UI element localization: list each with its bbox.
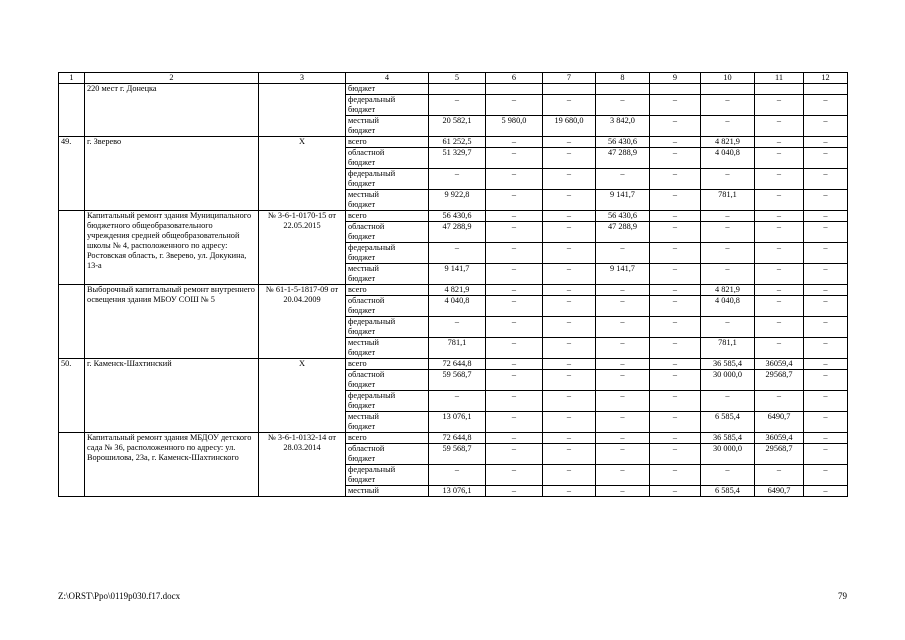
budget-table xyxy=(58,72,848,497)
amount-cell: 47 288,9 xyxy=(429,222,486,243)
amount-cell: 781,1 xyxy=(701,190,755,211)
amount-cell: – xyxy=(486,412,543,433)
amount-cell: – xyxy=(429,317,486,338)
amount-cell: – xyxy=(804,116,848,137)
amount-cell: – xyxy=(486,137,543,148)
amount-cell: – xyxy=(596,243,650,264)
funding-source-cell: всего xyxy=(346,285,429,296)
column-number-cell: 12 xyxy=(804,73,848,84)
amount-cell: – xyxy=(543,486,596,497)
amount-cell: 47 288,9 xyxy=(596,148,650,169)
amount-cell: – xyxy=(486,465,543,486)
amount-cell: – xyxy=(596,95,650,116)
amount-cell: – xyxy=(486,243,543,264)
amount-cell: – xyxy=(543,359,596,370)
amount-cell: – xyxy=(755,169,804,190)
amount-cell: – xyxy=(543,338,596,359)
amount-cell: – xyxy=(486,296,543,317)
amount-cell: – xyxy=(543,211,596,222)
amount-cell: 56 430,6 xyxy=(596,137,650,148)
table-row xyxy=(59,285,848,296)
object-name-cell: Выборочный капитальный ремонт внутреннего освещения здания МБОУ СОШ № 5 xyxy=(85,285,259,359)
amount-cell: – xyxy=(543,222,596,243)
column-number-cell: 10 xyxy=(701,73,755,84)
amount-cell: 6490,7 xyxy=(755,486,804,497)
amount-cell: – xyxy=(650,137,701,148)
amount-cell: – xyxy=(543,433,596,444)
amount-cell: – xyxy=(543,264,596,285)
amount-cell: – xyxy=(596,169,650,190)
amount-cell: – xyxy=(650,338,701,359)
amount-cell: – xyxy=(486,190,543,211)
amount-cell: 6 585,4 xyxy=(701,412,755,433)
funding-source-cell: бюджет xyxy=(346,84,429,95)
amount-cell: – xyxy=(650,190,701,211)
amount-cell: – xyxy=(486,148,543,169)
amount-cell: – xyxy=(543,137,596,148)
amount-cell: 13 076,1 xyxy=(429,486,486,497)
funding-source-cell: областной бюджет xyxy=(346,148,429,169)
amount-cell: – xyxy=(650,317,701,338)
amount-cell: – xyxy=(650,465,701,486)
amount-cell: – xyxy=(596,444,650,465)
funding-source-cell: местный бюджет xyxy=(346,264,429,285)
amount-cell: 72 644,8 xyxy=(429,359,486,370)
row-number-cell: 50. xyxy=(59,359,85,433)
amount-cell: – xyxy=(429,169,486,190)
amount-cell: – xyxy=(596,359,650,370)
amount-cell: – xyxy=(701,391,755,412)
amount-cell: – xyxy=(596,433,650,444)
amount-cell: 6490,7 xyxy=(755,412,804,433)
amount-cell: – xyxy=(755,391,804,412)
funding-source-cell: областной бюджет xyxy=(346,296,429,317)
amount-cell xyxy=(596,84,650,95)
table-body xyxy=(59,73,848,497)
amount-cell xyxy=(701,84,755,95)
amount-cell: – xyxy=(429,391,486,412)
amount-cell: – xyxy=(543,391,596,412)
amount-cell: – xyxy=(755,285,804,296)
document-code-cell: Х xyxy=(259,137,346,211)
amount-cell: – xyxy=(755,317,804,338)
table-row xyxy=(59,84,848,95)
table-row xyxy=(59,359,848,370)
amount-cell: – xyxy=(701,264,755,285)
funding-source-cell: всего xyxy=(346,211,429,222)
amount-cell: – xyxy=(755,211,804,222)
amount-cell: – xyxy=(755,243,804,264)
amount-cell: 20 582,1 xyxy=(429,116,486,137)
amount-cell: – xyxy=(486,222,543,243)
amount-cell: 9 141,7 xyxy=(429,264,486,285)
amount-cell: – xyxy=(596,370,650,391)
amount-cell: – xyxy=(701,222,755,243)
amount-cell xyxy=(804,84,848,95)
amount-cell: – xyxy=(804,243,848,264)
funding-source-cell: федеральный бюджет xyxy=(346,243,429,264)
amount-cell: – xyxy=(543,370,596,391)
amount-cell: – xyxy=(650,391,701,412)
amount-cell: – xyxy=(701,211,755,222)
amount-cell: – xyxy=(755,222,804,243)
column-number-cell: 11 xyxy=(755,73,804,84)
amount-cell: – xyxy=(650,95,701,116)
amount-cell: – xyxy=(429,465,486,486)
funding-source-cell: областной бюджет xyxy=(346,444,429,465)
amount-cell: – xyxy=(804,317,848,338)
amount-cell: – xyxy=(804,433,848,444)
amount-cell: – xyxy=(755,465,804,486)
amount-cell: 72 644,8 xyxy=(429,433,486,444)
amount-cell: – xyxy=(543,444,596,465)
row-number-cell xyxy=(59,84,85,137)
amount-cell: 30 000,0 xyxy=(701,444,755,465)
amount-cell: 59 568,7 xyxy=(429,444,486,465)
amount-cell: – xyxy=(650,370,701,391)
amount-cell: – xyxy=(543,95,596,116)
amount-cell: – xyxy=(650,116,701,137)
table-row xyxy=(59,433,848,444)
amount-cell: – xyxy=(486,391,543,412)
amount-cell: – xyxy=(755,190,804,211)
column-number-cell: 2 xyxy=(85,73,259,84)
amount-cell xyxy=(650,84,701,95)
amount-cell: – xyxy=(804,148,848,169)
amount-cell: – xyxy=(486,370,543,391)
funding-source-cell: местный бюджет xyxy=(346,116,429,137)
amount-cell: 4 821,9 xyxy=(701,285,755,296)
amount-cell: 6 585,4 xyxy=(701,486,755,497)
table-row xyxy=(59,211,848,222)
amount-cell: – xyxy=(804,211,848,222)
amount-cell: 36 585,4 xyxy=(701,359,755,370)
amount-cell xyxy=(486,84,543,95)
amount-cell: 4 040,8 xyxy=(429,296,486,317)
amount-cell: – xyxy=(543,169,596,190)
amount-cell: – xyxy=(650,296,701,317)
funding-source-cell: местный бюджет xyxy=(346,338,429,359)
amount-cell: – xyxy=(650,486,701,497)
object-name-cell: Капитальный ремонт здания Муниципального бюджетного общеобразовательного учреждения средней общеобразовательной школы № 4, расположенного по адресу: Ростовская область, г. Зверево, ул. Докукина, 13-а xyxy=(85,211,259,285)
amount-cell: 9 922,8 xyxy=(429,190,486,211)
amount-cell: – xyxy=(804,296,848,317)
amount-cell: – xyxy=(804,412,848,433)
amount-cell: – xyxy=(804,222,848,243)
amount-cell: – xyxy=(701,317,755,338)
funding-source-cell: местный бюджет xyxy=(346,412,429,433)
document-code-cell: № 61-1-5-1817-09 от 20.04.2009 xyxy=(259,285,346,359)
amount-cell: – xyxy=(650,222,701,243)
amount-cell: – xyxy=(804,370,848,391)
amount-cell: – xyxy=(486,444,543,465)
amount-cell: – xyxy=(701,169,755,190)
amount-cell: – xyxy=(804,264,848,285)
object-name-cell: 220 мест г. Донецка xyxy=(85,84,259,137)
row-number-cell xyxy=(59,285,85,359)
amount-cell: 5 980,0 xyxy=(486,116,543,137)
amount-cell: – xyxy=(804,359,848,370)
amount-cell: – xyxy=(486,95,543,116)
amount-cell: 19 680,0 xyxy=(543,116,596,137)
amount-cell: – xyxy=(486,264,543,285)
amount-cell: – xyxy=(596,412,650,433)
document-code-cell: Х xyxy=(259,359,346,433)
amount-cell: – xyxy=(543,285,596,296)
amount-cell: – xyxy=(755,338,804,359)
amount-cell: – xyxy=(543,296,596,317)
column-number-cell: 5 xyxy=(429,73,486,84)
amount-cell xyxy=(429,84,486,95)
column-number-cell: 8 xyxy=(596,73,650,84)
funding-source-cell: всего xyxy=(346,433,429,444)
amount-cell xyxy=(755,84,804,95)
row-number-cell xyxy=(59,211,85,285)
amount-cell: – xyxy=(804,95,848,116)
amount-cell: – xyxy=(543,190,596,211)
column-number-cell: 9 xyxy=(650,73,701,84)
amount-cell: 13 076,1 xyxy=(429,412,486,433)
amount-cell: – xyxy=(650,433,701,444)
amount-cell: 29568,7 xyxy=(755,370,804,391)
amount-cell: – xyxy=(804,391,848,412)
amount-cell: – xyxy=(701,116,755,137)
object-name-cell: Капитальный ремонт здания МБДОУ детского сада № 36, расположенного по адресу: ул. Ворошилова, 23а, г. Каменск-Шахтинского xyxy=(85,433,259,497)
amount-cell: – xyxy=(543,148,596,169)
column-number-cell: 6 xyxy=(486,73,543,84)
amount-cell: – xyxy=(804,137,848,148)
amount-cell: – xyxy=(755,116,804,137)
amount-cell: 29568,7 xyxy=(755,444,804,465)
amount-cell: – xyxy=(701,465,755,486)
object-name-cell: г. Зверево xyxy=(85,137,259,211)
object-name-cell: г. Каменск-Шахтинский xyxy=(85,359,259,433)
amount-cell: – xyxy=(596,391,650,412)
column-number-row xyxy=(59,73,848,84)
document-code-cell: № 3-6-1-0132-14 от 28.03.2014 xyxy=(259,433,346,497)
amount-cell: – xyxy=(429,95,486,116)
funding-source-cell: федеральный бюджет xyxy=(346,95,429,116)
amount-cell: – xyxy=(486,338,543,359)
footer-file-path: Z:\ORST\Ppo\0119p030.f17.docx xyxy=(58,591,181,601)
amount-cell: – xyxy=(429,243,486,264)
amount-cell: – xyxy=(486,317,543,338)
amount-cell: – xyxy=(701,243,755,264)
amount-cell: – xyxy=(486,169,543,190)
amount-cell: – xyxy=(543,412,596,433)
funding-source-cell: федеральный бюджет xyxy=(346,317,429,338)
amount-cell: 4 821,9 xyxy=(701,137,755,148)
amount-cell: – xyxy=(596,486,650,497)
amount-cell: – xyxy=(596,296,650,317)
amount-cell: 36 585,4 xyxy=(701,433,755,444)
funding-source-cell: всего xyxy=(346,359,429,370)
amount-cell: 781,1 xyxy=(701,338,755,359)
amount-cell: – xyxy=(650,211,701,222)
amount-cell: – xyxy=(650,148,701,169)
funding-source-cell: областной бюджет xyxy=(346,222,429,243)
funding-source-cell: федеральный бюджет xyxy=(346,465,429,486)
amount-cell: 781,1 xyxy=(429,338,486,359)
amount-cell: – xyxy=(486,285,543,296)
amount-cell: – xyxy=(596,317,650,338)
amount-cell: – xyxy=(804,444,848,465)
document-code-cell xyxy=(259,84,346,137)
amount-cell: – xyxy=(804,338,848,359)
funding-source-cell: местный бюджет xyxy=(346,190,429,211)
funding-source-cell: федеральный бюджет xyxy=(346,169,429,190)
amount-cell: – xyxy=(543,465,596,486)
amount-cell: – xyxy=(543,243,596,264)
document-code-cell: № 3-6-1-0170-15 от 22.05.2015 xyxy=(259,211,346,285)
amount-cell: – xyxy=(755,148,804,169)
amount-cell: 56 430,6 xyxy=(596,211,650,222)
amount-cell: – xyxy=(486,359,543,370)
amount-cell: – xyxy=(650,169,701,190)
amount-cell: – xyxy=(650,444,701,465)
amount-cell: – xyxy=(804,169,848,190)
amount-cell: 56 430,6 xyxy=(429,211,486,222)
amount-cell: – xyxy=(755,264,804,285)
amount-cell: 9 141,7 xyxy=(596,264,650,285)
amount-cell: – xyxy=(701,95,755,116)
amount-cell: – xyxy=(543,317,596,338)
amount-cell: – xyxy=(596,465,650,486)
amount-cell: – xyxy=(486,211,543,222)
amount-cell: 61 252,5 xyxy=(429,137,486,148)
column-number-cell: 3 xyxy=(259,73,346,84)
amount-cell: – xyxy=(486,433,543,444)
amount-cell: 3 842,0 xyxy=(596,116,650,137)
amount-cell: 47 288,9 xyxy=(596,222,650,243)
amount-cell: – xyxy=(804,190,848,211)
amount-cell: – xyxy=(650,264,701,285)
amount-cell: – xyxy=(650,243,701,264)
row-number-cell xyxy=(59,433,85,497)
amount-cell: – xyxy=(486,486,543,497)
amount-cell: 36059,4 xyxy=(755,433,804,444)
funding-source-cell: местный xyxy=(346,486,429,497)
amount-cell: 36059,4 xyxy=(755,359,804,370)
amount-cell: 59 568,7 xyxy=(429,370,486,391)
amount-cell: 4 821,9 xyxy=(429,285,486,296)
amount-cell: – xyxy=(804,465,848,486)
amount-cell: 51 329,7 xyxy=(429,148,486,169)
funding-source-cell: федеральный бюджет xyxy=(346,391,429,412)
amount-cell: – xyxy=(804,285,848,296)
amount-cell: 4 040,8 xyxy=(701,148,755,169)
footer-page-number: 79 xyxy=(838,591,847,601)
amount-cell: 4 040,8 xyxy=(701,296,755,317)
amount-cell: – xyxy=(650,359,701,370)
funding-source-cell: всего xyxy=(346,137,429,148)
amount-cell: – xyxy=(650,285,701,296)
amount-cell xyxy=(543,84,596,95)
amount-cell: – xyxy=(755,137,804,148)
row-number-cell: 49. xyxy=(59,137,85,211)
amount-cell: 30 000,0 xyxy=(701,370,755,391)
funding-source-cell: областной бюджет xyxy=(346,370,429,391)
table-row xyxy=(59,137,848,148)
amount-cell: 9 141,7 xyxy=(596,190,650,211)
amount-cell: – xyxy=(804,486,848,497)
amount-cell: – xyxy=(650,412,701,433)
amount-cell: – xyxy=(755,296,804,317)
column-number-cell: 4 xyxy=(346,73,429,84)
column-number-cell: 1 xyxy=(59,73,85,84)
amount-cell: – xyxy=(596,285,650,296)
amount-cell: – xyxy=(755,95,804,116)
amount-cell: – xyxy=(596,338,650,359)
column-number-cell: 7 xyxy=(543,73,596,84)
